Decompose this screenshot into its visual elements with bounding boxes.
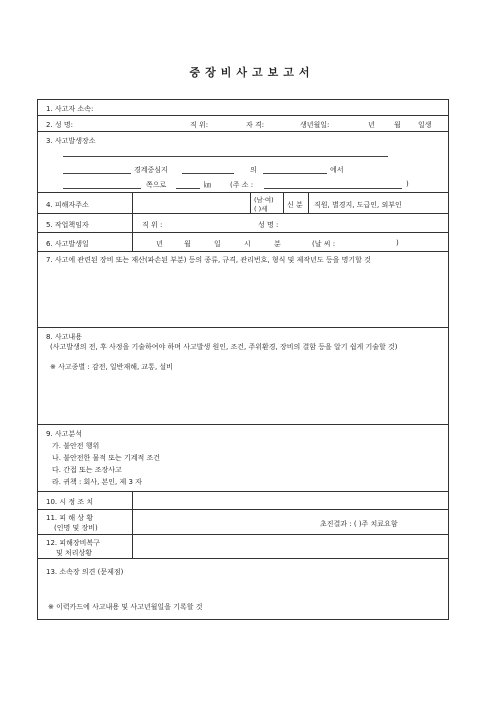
accident-date-label: 6. 사고발생일 bbox=[46, 240, 89, 248]
age-field: ( )세 bbox=[254, 205, 268, 213]
record-card-note: ※ 이력카드에 사고내용 및 사고년월일을 기록할 것 bbox=[48, 603, 203, 611]
details-title: 8. 사고내용 bbox=[46, 333, 82, 341]
affiliation-label: 1. 사고자 소속: bbox=[46, 105, 94, 113]
name-label: 2. 성 명: bbox=[46, 121, 74, 129]
accident-report-form bbox=[37, 99, 449, 620]
at-text: 에서 bbox=[330, 166, 344, 174]
analysis-item: 다. 간접 또는 조장사고 bbox=[52, 466, 122, 474]
of-text: 의 bbox=[250, 166, 257, 174]
analysis-title: 9. 사고분석 bbox=[46, 430, 82, 438]
diagnosis-result: 초진결과 : ( )주 치료요함 bbox=[320, 520, 398, 528]
details-description: (사고발생의 전, 후 사정을 기술하여야 하며 사고발생 원인, 조건, 주위환경, 장비의 결함 등을 알기 쉽게 기술할 것) bbox=[50, 343, 398, 351]
distance-blank[interactable] bbox=[176, 188, 200, 189]
supervisor-name: 성 명 : bbox=[258, 221, 279, 229]
date-month: 월 bbox=[184, 240, 191, 248]
km-unit: ㎞ bbox=[204, 181, 211, 189]
row-accident-details bbox=[38, 328, 448, 425]
corrective-action-label: 10. 시 정 조 치 bbox=[46, 498, 94, 506]
qualification-label: 자 격: bbox=[246, 121, 265, 129]
row-corrective-action bbox=[38, 492, 448, 510]
damage-status-sub: (인명 및 장비) bbox=[54, 524, 98, 532]
form-title: 중장비사고보고서 bbox=[189, 66, 315, 79]
equipment-instructions: 7. 사고에 관련된 장비 또는 재산(파손된 부분) 등의 종류, 규격, 관리번호, 형식 및 제작년도 등을 명기할 것 bbox=[46, 256, 371, 264]
direction-text: 쪽으로 bbox=[146, 181, 167, 189]
location-line-1[interactable] bbox=[63, 156, 388, 157]
location-blank-c[interactable] bbox=[263, 173, 327, 174]
date-minute: 분 bbox=[274, 240, 281, 248]
date-day: 일 bbox=[214, 240, 221, 248]
address-open: (주 소 : bbox=[230, 181, 254, 189]
location-blank-d[interactable] bbox=[63, 188, 141, 189]
supervisor-label: 5. 작업책임자 bbox=[46, 221, 89, 229]
birthdate-label: 생년월일: bbox=[300, 121, 330, 129]
row-accident-location bbox=[38, 132, 448, 193]
address-close: ) bbox=[406, 180, 409, 188]
row-accident-analysis bbox=[38, 425, 448, 492]
position-label: 직 위: bbox=[190, 121, 209, 129]
row-equipment-info bbox=[38, 252, 448, 328]
row-equipment-recovery bbox=[38, 535, 448, 559]
row-damage-status bbox=[38, 510, 448, 535]
birth-month-label: 월 bbox=[394, 121, 401, 129]
row-supervisor bbox=[38, 214, 448, 233]
analysis-item: 가. 불안전 행위 bbox=[52, 442, 100, 450]
row-manager-opinion bbox=[38, 559, 448, 619]
recovery-label: 12. 피해장비복구 bbox=[46, 539, 100, 547]
row-affiliation bbox=[38, 100, 448, 116]
row-personal-info bbox=[38, 116, 448, 132]
manager-opinion-label: 13. 소속장 의견 (문제점) bbox=[46, 568, 124, 576]
identity-options: 직원, 별경지, 도급인, 외부인 bbox=[314, 201, 402, 209]
victim-address-label: 4. 피해자주소 bbox=[46, 201, 89, 209]
birth-day-label: 일생 bbox=[418, 121, 432, 129]
date-hour: 시 bbox=[244, 240, 251, 248]
center-point-text: 경계중심지 bbox=[134, 166, 168, 174]
date-year: 년 bbox=[156, 240, 163, 248]
accident-type-note: ※ 사고종별 : 감전, 일반재해, 교통, 설비 bbox=[50, 363, 173, 371]
row-accident-date bbox=[38, 233, 448, 252]
recovery-sub: 및 처리상황 bbox=[56, 549, 93, 557]
weather-close: ) bbox=[396, 239, 399, 247]
supervisor-position: 직 위 : bbox=[142, 221, 163, 229]
analysis-item: 라. 귀책 : 회사, 본인, 제 3 자 bbox=[52, 478, 142, 486]
weather-open: (날 씨 : bbox=[312, 240, 336, 248]
location-blank-b[interactable] bbox=[182, 173, 234, 174]
birth-year-label: 년 bbox=[368, 121, 375, 129]
row-victim-address bbox=[38, 193, 448, 214]
location-label: 3. 사고발생장소 bbox=[46, 137, 96, 145]
location-blank-a[interactable] bbox=[63, 173, 131, 174]
sex-field: (남·여) bbox=[254, 196, 274, 204]
damage-status-label: 11. 피 해 상 황 bbox=[46, 514, 94, 522]
analysis-item: 나. 불안전한 물적 또는 기계적 조건 bbox=[52, 454, 161, 462]
identity-label: 신 분 bbox=[287, 201, 303, 209]
address-blank[interactable] bbox=[264, 188, 402, 189]
